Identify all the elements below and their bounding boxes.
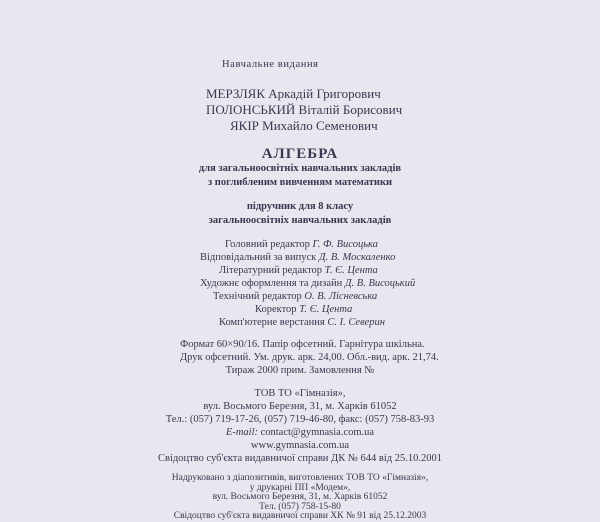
author-3: ЯКІР Михайло Семенович (230, 118, 378, 133)
staff-name: О. В. Лісневська (304, 291, 378, 302)
staff-role: Коректор (255, 304, 297, 315)
staff-role: Літературний редактор (219, 265, 323, 276)
publisher-email: contact@gymnasia.com.ua (260, 427, 375, 438)
staff-name: Т. Є. Цента (299, 304, 353, 315)
book-subtitle-1: для загальноосвітніх навчальних закладів (198, 163, 402, 174)
publisher-phones: Тел.: (057) 719-17-26, (057) 719-46-80, факс: (057) 758-83-93 (165, 414, 435, 425)
staff-role: Художнє оформлення та дизайн (200, 278, 343, 289)
printer-line-1: Надруковано з діапозитивів, виготовлених ТОВ ТО «Гімназія», (171, 473, 429, 483)
staff-row (213, 292, 377, 303)
staff-row (225, 240, 378, 251)
staff-role: Відповідальний за випуск (200, 252, 317, 263)
staff-name: Д. В. Москаленко (318, 252, 396, 263)
print-spec-2: Друк офсетний. Ум. друк. арк. 24,00. Обл.-вид. арк. 21,74. (180, 352, 439, 363)
book-subtitle-2: з поглибленим вивченням математики (207, 177, 393, 188)
staff-row (200, 279, 415, 290)
book-title: АЛГЕБРА (261, 146, 339, 162)
staff-name: Г. Ф. Висоцька (312, 239, 378, 250)
staff-row (200, 253, 395, 264)
author-1: МЕРЗЛЯК Аркадій Григорович (206, 86, 381, 101)
printer-line-2: у друкарні ПП «Модем», (249, 482, 351, 493)
staff-row (219, 318, 385, 329)
publisher-certificate: Свідоцтво суб'єкта видавничої справи ДК № 644 від 25.10.2001 (158, 453, 442, 464)
staff-row (219, 266, 378, 277)
grade-line-2: загальноосвітніх навчальних закладів (208, 215, 392, 226)
staff-row (255, 305, 352, 316)
staff-name: Д. В. Висоцький (344, 278, 416, 289)
edition-type: Навчальне видання (222, 59, 319, 70)
staff-name: С. І. Северин (327, 317, 386, 328)
staff-role: Комп'ютерне верстання (219, 317, 325, 328)
print-spec-1: Формат 60×90/16. Папір офсетний. Гарнітура шкільна. (180, 339, 425, 350)
publisher-address: вул. Восьмого Березня, 31, м. Харків 61052 (203, 401, 397, 412)
print-spec-3: Тираж 2000 прим. Замовлення № (225, 365, 375, 376)
staff-name: Т. Є. Цента (324, 265, 378, 276)
publisher-email-row (0, 428, 600, 439)
printer-phone: Тел. (057) 758-15-80 (259, 501, 341, 512)
publisher-website: www.gymnasia.com.ua (250, 440, 350, 451)
printer-address: вул. Восьмого Березня, 31, м. Харків 61052 (212, 492, 388, 502)
staff-role: Технічний редактор (213, 291, 302, 302)
printer-certificate: Свідоцтво суб'єкта видавничої справи ХК № 91 від 25.12.2003 (173, 511, 427, 521)
author-2: ПОЛОНСЬКИЙ Віталій Борисович (206, 102, 403, 117)
grade-line-1: підручник для 8 класу (246, 201, 354, 212)
staff-role: Головний редактор (225, 239, 310, 250)
publisher-name: ТОВ ТО «Гімназія», (254, 388, 346, 399)
email-label: E-mail: (225, 427, 258, 438)
